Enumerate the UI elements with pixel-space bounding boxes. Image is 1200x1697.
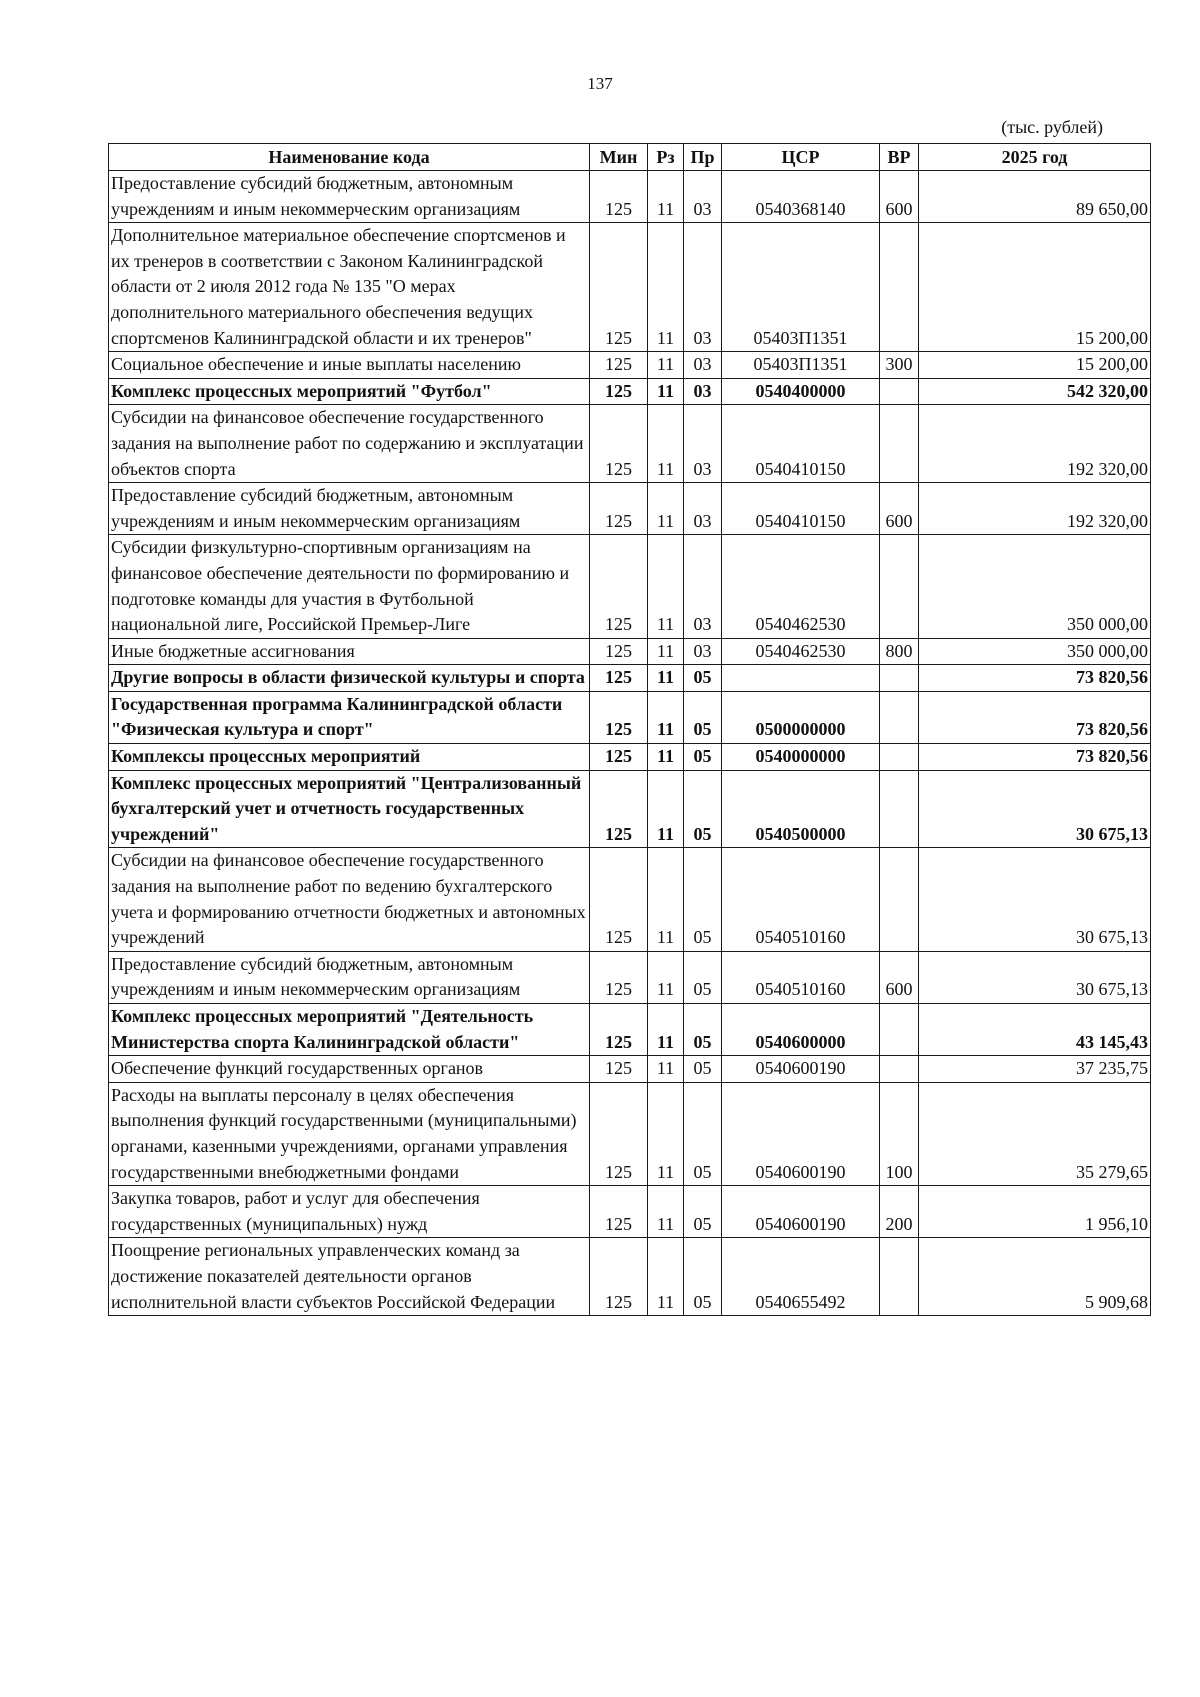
cell-rz: 11 [648,1186,684,1238]
cell-rz: 11 [648,535,684,638]
cell-csr: 0540510160 [722,848,880,951]
column-header-min: Мин [590,144,648,171]
cell-vr: 600 [880,951,919,1003]
cell-pr: 05 [684,951,722,1003]
cell-min: 125 [590,638,648,665]
table-row [109,1238,1151,1316]
cell-pr: 03 [684,483,722,535]
cell-name: Комплекс процессных мероприятий "Деятельность Министерства спорта Калининградской области" [109,1004,590,1056]
table-row [109,951,1151,1003]
cell-csr: 0540410150 [722,405,880,483]
cell-amount: 73 820,56 [919,665,1151,692]
cell-rz: 11 [648,848,684,951]
cell-name: Предоставление субсидий бюджетным, автономным учреждениям и иным некоммерческим организациям [109,171,590,223]
cell-pr: 03 [684,405,722,483]
cell-name: Поощрение региональных управленческих команд за достижение показателей деятельности органов исполнительной власти субъектов Российской Федерации [109,1238,590,1316]
cell-vr [880,223,919,352]
cell-name: Предоставление субсидий бюджетным, автономным учреждениям и иным некоммерческим организациям [109,951,590,1003]
cell-name: Расходы на выплаты персоналу в целях обеспечения выполнения функций государственными (муниципальными) органами, казенными учреждениями, органами управления государственными внебюджетными фондами [109,1082,590,1185]
cell-vr [880,535,919,638]
cell-amount: 5 909,68 [919,1238,1151,1316]
table-row [109,770,1151,848]
table-row [109,1082,1151,1185]
cell-vr [880,848,919,951]
cell-amount: 89 650,00 [919,171,1151,223]
cell-min: 125 [590,535,648,638]
cell-pr: 03 [684,535,722,638]
cell-csr: 0500000000 [722,691,880,743]
cell-pr: 03 [684,171,722,223]
cell-vr [880,378,919,405]
cell-min: 125 [590,223,648,352]
column-header-name: Наименование кода [109,144,590,171]
cell-min: 125 [590,378,648,405]
cell-pr: 03 [684,378,722,405]
cell-vr [880,405,919,483]
cell-csr: 0540462530 [722,535,880,638]
cell-pr: 05 [684,1004,722,1056]
cell-vr: 800 [880,638,919,665]
cell-pr: 05 [684,1186,722,1238]
cell-rz: 11 [648,171,684,223]
cell-min: 125 [590,691,648,743]
cell-pr: 05 [684,1082,722,1185]
column-header-year: 2025 год [919,144,1151,171]
column-header-rz: Рз [648,144,684,171]
cell-min: 125 [590,744,648,771]
cell-vr: 600 [880,483,919,535]
cell-min: 125 [590,483,648,535]
cell-vr [880,744,919,771]
cell-csr: 0540368140 [722,171,880,223]
cell-min: 125 [590,405,648,483]
cell-amount: 15 200,00 [919,223,1151,352]
cell-csr: 0540655492 [722,1238,880,1316]
table-row [109,1004,1151,1056]
cell-amount: 73 820,56 [919,691,1151,743]
table-row [109,352,1151,379]
cell-min: 125 [590,1082,648,1185]
cell-vr [880,1056,919,1083]
cell-min: 125 [590,352,648,379]
cell-min: 125 [590,1238,648,1316]
table-row [109,638,1151,665]
cell-amount: 350 000,00 [919,535,1151,638]
table-row [109,223,1151,352]
cell-rz: 11 [648,378,684,405]
table-body [109,171,1151,1316]
cell-csr: 0540510160 [722,951,880,1003]
cell-name: Обеспечение функций государственных органов [109,1056,590,1083]
cell-rz: 11 [648,223,684,352]
cell-amount: 30 675,13 [919,848,1151,951]
table-row [109,744,1151,771]
cell-rz: 11 [648,1004,684,1056]
cell-rz: 11 [648,770,684,848]
cell-vr [880,1238,919,1316]
cell-pr: 05 [684,744,722,771]
cell-rz: 11 [648,483,684,535]
table-row [109,171,1151,223]
cell-name: Комплексы процессных мероприятий [109,744,590,771]
cell-name: Социальное обеспечение и иные выплаты населению [109,352,590,379]
cell-pr: 05 [684,770,722,848]
table-row [109,483,1151,535]
table-row [109,378,1151,405]
table-row [109,1186,1151,1238]
cell-amount: 192 320,00 [919,405,1151,483]
cell-min: 125 [590,1186,648,1238]
cell-pr: 05 [684,848,722,951]
cell-pr: 05 [684,665,722,692]
cell-csr: 0540400000 [722,378,880,405]
cell-rz: 11 [648,352,684,379]
cell-rz: 11 [648,638,684,665]
cell-name: Закупка товаров, работ и услуг для обеспечения государственных (муниципальных) нужд [109,1186,590,1238]
cell-rz: 11 [648,1238,684,1316]
cell-amount: 1 956,10 [919,1186,1151,1238]
cell-name: Государственная программа Калининградской области "Физическая культура и спорт" [109,691,590,743]
cell-rz: 11 [648,665,684,692]
cell-pr: 03 [684,223,722,352]
table-row [109,691,1151,743]
cell-name: Субсидии на финансовое обеспечение государственного задания на выполнение работ по ведению бухгалтерского учета и формированию отчетности бюджетных и автономных учреждений [109,848,590,951]
cell-csr: 0540600190 [722,1056,880,1083]
table-row [109,848,1151,951]
cell-amount: 37 235,75 [919,1056,1151,1083]
cell-amount: 30 675,13 [919,951,1151,1003]
cell-csr [722,665,880,692]
cell-amount: 43 145,43 [919,1004,1151,1056]
cell-vr: 200 [880,1186,919,1238]
cell-csr: 0540462530 [722,638,880,665]
cell-csr: 0540000000 [722,744,880,771]
cell-name: Субсидии физкультурно-спортивным организациям на финансовое обеспечение деятельности по формированию и подготовке команды для участия в Футбольной национальной лиге, Российской Премьер-Лиге [109,535,590,638]
cell-min: 125 [590,848,648,951]
column-header-vr: ВР [880,144,919,171]
cell-vr [880,770,919,848]
cell-rz: 11 [648,744,684,771]
cell-pr: 05 [684,1238,722,1316]
cell-rz: 11 [648,691,684,743]
cell-pr: 03 [684,352,722,379]
table-row [109,405,1151,483]
cell-name: Комплекс процессных мероприятий "Футбол" [109,378,590,405]
cell-vr [880,691,919,743]
cell-rz: 11 [648,1056,684,1083]
cell-vr: 100 [880,1082,919,1185]
table-row [109,1056,1151,1083]
cell-amount: 30 675,13 [919,770,1151,848]
cell-csr: 0540500000 [722,770,880,848]
cell-csr: 05403П1351 [722,352,880,379]
cell-csr: 0540600000 [722,1004,880,1056]
cell-name: Комплекс процессных мероприятий "Централизованный бухгалтерский учет и отчетность государственных учреждений" [109,770,590,848]
table-row [109,535,1151,638]
cell-vr [880,1004,919,1056]
cell-name: Предоставление субсидий бюджетным, автономным учреждениям и иным некоммерческим организациям [109,483,590,535]
units-label: (тыс. рублей) [1001,117,1103,137]
table-row [109,665,1151,692]
cell-pr: 05 [684,691,722,743]
table-header-row [109,144,1151,171]
cell-min: 125 [590,665,648,692]
cell-name: Иные бюджетные ассигнования [109,638,590,665]
page-number: 137 [587,74,613,93]
budget-table [108,143,1151,1316]
column-header-pr: Пр [684,144,722,171]
cell-min: 125 [590,171,648,223]
cell-vr [880,665,919,692]
cell-csr: 0540600190 [722,1082,880,1185]
cell-amount: 542 320,00 [919,378,1151,405]
cell-name: Дополнительное материальное обеспечение спортсменов и их тренеров в соответствии с Законом Калининградской области от 2 июля 2012 года № 135 "О мерах дополнительного материального обеспечения ведущих спортсменов Калининградской области и их тренеров" [109,223,590,352]
cell-amount: 15 200,00 [919,352,1151,379]
cell-amount: 350 000,00 [919,638,1151,665]
cell-pr: 03 [684,638,722,665]
cell-csr: 0540410150 [722,483,880,535]
cell-min: 125 [590,1004,648,1056]
cell-amount: 35 279,65 [919,1082,1151,1185]
cell-rz: 11 [648,1082,684,1185]
cell-min: 125 [590,951,648,1003]
cell-min: 125 [590,1056,648,1083]
cell-pr: 05 [684,1056,722,1083]
cell-vr: 600 [880,171,919,223]
column-header-csr: ЦСР [722,144,880,171]
cell-amount: 192 320,00 [919,483,1151,535]
cell-name: Субсидии на финансовое обеспечение государственного задания на выполнение работ по содержанию и эксплуатации объектов спорта [109,405,590,483]
cell-vr: 300 [880,352,919,379]
cell-csr: 05403П1351 [722,223,880,352]
cell-csr: 0540600190 [722,1186,880,1238]
cell-rz: 11 [648,951,684,1003]
cell-min: 125 [590,770,648,848]
cell-rz: 11 [648,405,684,483]
cell-name: Другие вопросы в области физической культуры и спорта [109,665,590,692]
cell-amount: 73 820,56 [919,744,1151,771]
